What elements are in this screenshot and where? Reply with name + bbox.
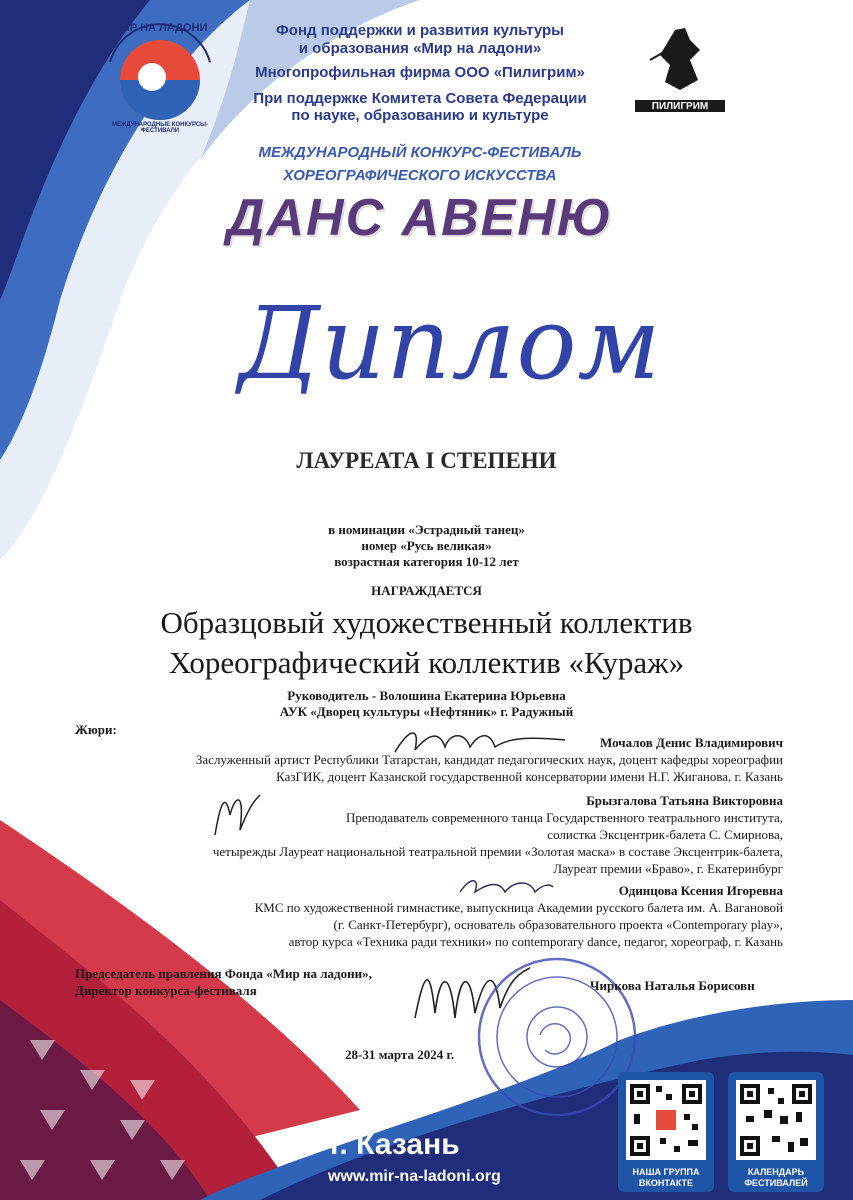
city: г. Казань [330,1128,460,1161]
jury-member-desc: КМС по художественной гимнастике, выпускница Академии русского балета им. А. Вагановой [254,900,783,915]
signature-2 [205,785,265,840]
age-category: возрастная категория 10-12 лет [334,554,519,569]
jury-member-desc: (г. Санкт-Петербург), основатель образовательного проекта «Contemporary play», [333,917,783,932]
number: номер «Русь великая» [361,538,492,553]
contest-line-1: МЕЖДУНАРОДНЫЙ КОНКУРС-ФЕСТИВАЛЬ [258,144,582,161]
jury-member-desc: Заслуженный артист Республики Татарстан, кандидат педагогических наук, доцент кафедры хореографии [195,752,783,767]
qr-code [626,1080,706,1160]
qr-vk-group[interactable] [618,1072,714,1192]
jury-member-name: Брызгалова Татьяна Викторовна [586,793,783,808]
nomination: в номинации «Эстрадный танец» [328,522,525,537]
chair-name: Чиркова Наталья Борисовн [590,978,755,993]
firm-line: Многопрофильная фирма ООО «Пилигрим» [255,64,585,81]
jury-member-name: Одинцова Ксения Игоревна [618,883,783,898]
jury-member-desc: солистка Эксцентрик-балета С. Смирнова, [547,827,783,842]
contest-line-2: ХОРЕОГРАФИЧЕСКОГО ИСКУССТВА [283,167,557,184]
qr-festival-calendar[interactable] [728,1072,824,1192]
laureate-degree: ЛАУРЕАТА I СТЕПЕНИ [296,448,557,473]
signature-3 [455,872,555,902]
qr-code [736,1080,816,1160]
qr-label-line-2: ВКОНТАКТЕ [638,1178,694,1188]
qr-label-line-1: НАША ГРУППА [632,1167,700,1177]
jury-member-2 [213,792,783,877]
contest-name: ДАНС АВЕНЮ [226,189,614,247]
jury-member-name: Мочалов Денис Владимирович [600,735,783,750]
chair-title-1: Председатель правления Фонда «Мир на ладони», [75,966,372,981]
jury-member-desc: КазГИК, доцент Казанской государственной консерватории имени Н.Г. Жиганова, г. Казань [276,769,783,784]
jury-member-desc: Лауреат премии «Браво», г. Екатеринбург [553,861,783,876]
jury-member-desc: автор курса «Техника ради техники» по contemporary dance, педагог, хореограф, г. Казань [288,934,783,949]
signature-1 [390,722,570,762]
leader: Руководитель - Волошина Екатерина Юрьевна [287,688,566,703]
support-line-2: по науке, образованию и культуре [291,107,549,124]
jury-member-desc: Преподаватель современного танца Государственного театрального института, [346,810,783,825]
org-line-1: Фонд поддержки и развития культуры [275,22,564,39]
awarded-label: НАГРАЖДАЕТСЯ [371,583,482,598]
recipient-line-2: Хореографический коллектив «Кураж» [168,645,685,680]
left-logo-bottom-text: МЕЖДУНАРОДНЫЕ КОНКУРСЫ-ФЕСТИВАЛИ [111,122,209,134]
recipient-line-1: Образцовый художественный коллектив [160,605,693,640]
institution: АУК «Дворец культуры «Нефтяник» г. Радужный [279,704,574,719]
mir-na-ladoni-logo [100,22,220,137]
qr-label-line-2: ФЕСТИВАЛЕЙ [744,1178,808,1188]
right-logo-text: ПИЛИГРИМ [651,101,709,112]
left-logo-top-text: МИР НА ЛАДОНИ [112,22,208,34]
chair-title-2: Директор конкурса-фестиваля [75,983,257,998]
qr-label-line-1: КАЛЕНДАРЬ [747,1167,805,1177]
jury-label: Жюри: [75,722,117,737]
website: www.mir-na-ladoni.org [328,1168,501,1185]
org-line-2: и образования «Мир на ладони» [298,40,542,57]
diploma-title: Диплом [238,285,662,402]
piligrim-logo [630,20,730,120]
support-line-1: При поддержке Комитета Совета Федерации [253,90,587,107]
festival-date: 28-31 марта 2024 г. [345,1047,455,1062]
jury-member-desc: четырежды Лауреат национальной театральной премии «Золотая маска» в составе Эксцентрик-балета, [212,844,783,859]
